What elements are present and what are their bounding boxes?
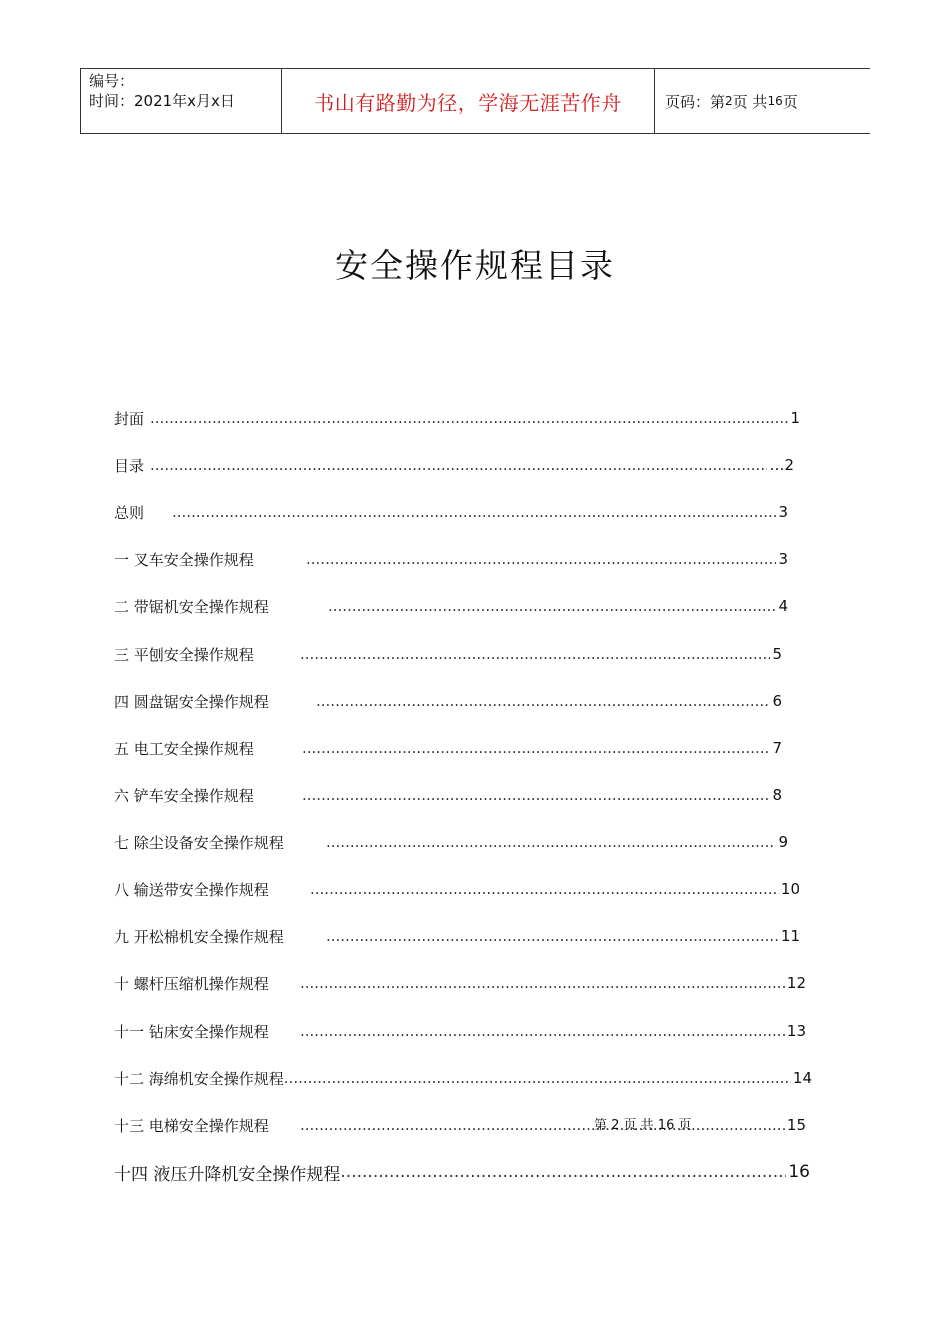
doc-number-label: 编号： <box>89 72 135 90</box>
toc-entry-label: 八 输送带安全操作规程 <box>114 880 269 899</box>
toc-entry-label: 目录 <box>114 456 145 475</box>
toc-entry-page: 8 <box>772 786 782 804</box>
toc-entry[interactable] <box>114 830 788 854</box>
toc-entry-label: 一 叉车安全操作规程 <box>114 550 254 569</box>
toc-entry-page: 9 <box>778 833 788 851</box>
toc-leader-dots <box>144 409 788 427</box>
page-current: 2 <box>725 94 733 108</box>
toc-entry-label: 总则 <box>114 503 145 522</box>
toc-entry-label: 三 平刨安全操作规程 <box>114 645 254 664</box>
toc-entry-label: 四 圆盘锯安全操作规程 <box>114 692 269 711</box>
toc-entry[interactable] <box>114 642 782 666</box>
toc-entry-page: 15 <box>786 1116 806 1134</box>
toc-entry-page: 10 <box>780 880 800 898</box>
toc-leader-dots <box>296 739 770 757</box>
toc-entry[interactable] <box>114 689 782 713</box>
toc-entry-page: 3 <box>778 503 788 521</box>
toc-entry[interactable] <box>114 1113 806 1137</box>
toc-entry[interactable] <box>114 453 794 477</box>
toc-entry[interactable] <box>114 736 782 760</box>
toc-entry[interactable] <box>114 971 806 995</box>
toc-entry-page: 4 <box>778 597 788 615</box>
toc-entry-label: 二 带锯机安全操作规程 <box>114 597 269 616</box>
toc-entry-page: 12 <box>786 974 806 992</box>
toc-entry-label: 七 除尘设备安全操作规程 <box>114 833 284 852</box>
toc-entry-page: 7 <box>772 739 782 757</box>
page-total: 16 <box>767 94 783 108</box>
header-page-cell <box>655 69 870 133</box>
toc-entry-page: …2 <box>769 456 794 474</box>
toc-leader-dots <box>296 786 770 804</box>
toc-leader-dots <box>320 833 776 851</box>
toc-entry-label: 封面 <box>114 409 145 428</box>
page-suffix: 页 <box>782 92 798 111</box>
toc-entry-page: 11 <box>780 927 800 945</box>
toc-entry-label: 十四 液压升降机安全操作规程 <box>114 1164 341 1185</box>
toc-entry[interactable] <box>114 594 788 618</box>
toc-entry[interactable] <box>114 1066 812 1090</box>
doc-date-label: 时间：2021年x月x日 <box>89 92 235 110</box>
toc-entry[interactable] <box>114 547 788 571</box>
toc-entry-label: 十三 电梯安全操作规程 <box>114 1116 269 1135</box>
toc-entry[interactable] <box>114 500 788 524</box>
toc-leader-dots <box>294 1116 785 1134</box>
header-meta-cell <box>81 69 282 133</box>
toc-entry-label: 十二 海绵机安全操作规程 <box>114 1069 284 1088</box>
toc-leader-dots <box>300 550 776 568</box>
toc-leader-dots <box>284 1069 791 1087</box>
toc-leader-dots <box>320 927 779 945</box>
toc-entry[interactable] <box>114 924 800 948</box>
toc-entry-page: 5 <box>772 645 782 663</box>
toc-leader-dots <box>304 880 779 898</box>
toc-leader-dots <box>144 456 767 474</box>
toc-entry-label: 五 电工安全操作规程 <box>114 739 254 758</box>
toc-entry[interactable] <box>114 877 800 901</box>
toc-entry-page: 1 <box>790 409 800 427</box>
page-prefix: 页码：第 <box>665 92 726 111</box>
page-mid: 页 共 <box>732 92 768 111</box>
toc-leader-dots <box>322 597 776 615</box>
header-table <box>80 68 870 134</box>
header-motto-cell <box>282 69 655 133</box>
toc-entry-label: 九 开松棉机安全操作规程 <box>114 927 284 946</box>
document-title: 安全操作规程目录 <box>335 246 615 285</box>
toc-entry-page: 13 <box>786 1022 806 1040</box>
toc-entry-label: 六 铲车安全操作规程 <box>114 786 254 805</box>
header-motto: 书山有路勤为径，学海无涯苦作舟 <box>314 90 622 115</box>
toc-leader-dots <box>294 974 785 992</box>
toc-entry-page: 14 <box>792 1069 812 1087</box>
toc-entry-label: 十 螺杆压缩机操作规程 <box>114 974 269 993</box>
toc-entry-page: 16 <box>788 1162 810 1182</box>
toc-entry[interactable] <box>114 783 782 807</box>
toc-entry[interactable] <box>114 1160 810 1184</box>
toc-entry-page: 3 <box>778 550 788 568</box>
footer-page-number: 第 2 页 共 16 页 <box>594 1118 692 1133</box>
toc-leader-dots <box>340 1162 786 1182</box>
toc-leader-dots <box>294 1022 785 1040</box>
toc-entry[interactable] <box>114 406 800 430</box>
toc-leader-dots <box>310 692 770 710</box>
toc-leader-dots <box>166 503 776 521</box>
toc-leader-dots <box>294 645 770 663</box>
toc-entry[interactable] <box>114 1019 806 1043</box>
toc-entry-page: 6 <box>772 692 782 710</box>
toc-entry-label: 十一 钻床安全操作规程 <box>114 1022 269 1041</box>
